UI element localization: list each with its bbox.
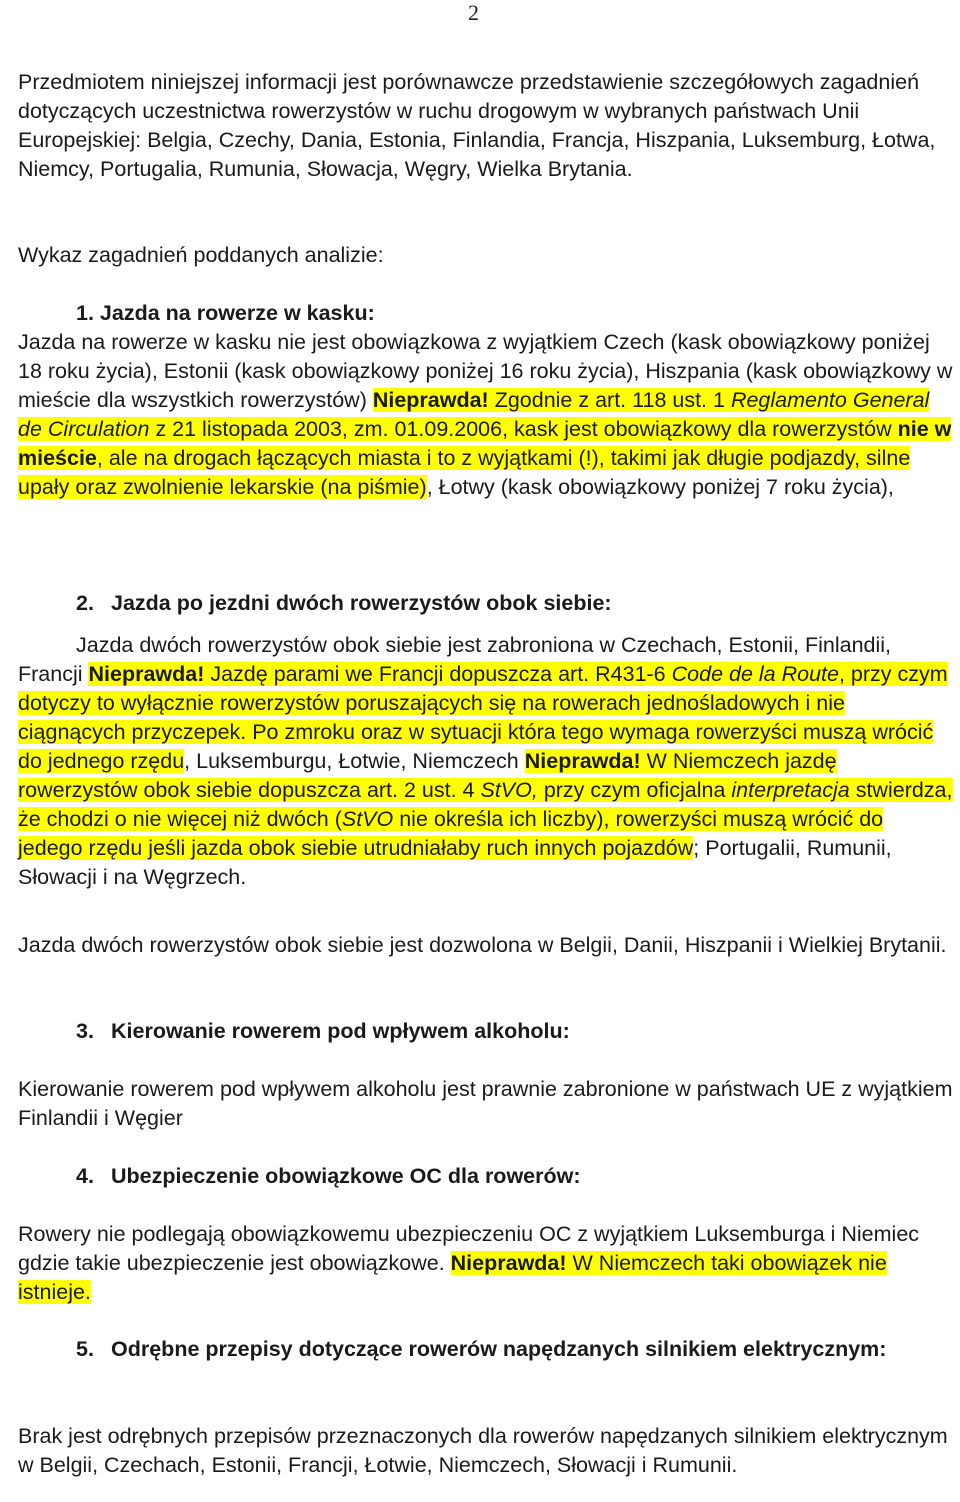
section-1-number: 1.: [76, 301, 94, 325]
correction-mark: Nieprawda!: [450, 1251, 567, 1275]
section-2-title: Jazda po jezdni dwóch rowerzystów obok siebie:: [111, 591, 612, 615]
correction-text: z 21 listopada 2003, zm. 01.09.2006, kask jest obowiązkowy dla rowerzystów: [149, 417, 898, 441]
section-3-heading: [76, 1017, 936, 1046]
correction-emphasis: nie w mieście: [18, 417, 952, 470]
correction-text: przy czym oficjalna: [537, 778, 732, 802]
section-2-number: 2.: [76, 591, 94, 615]
correction-mark: Nieprawda!: [88, 662, 205, 686]
section-1-heading: [18, 299, 953, 328]
correction-mark: Nieprawda!: [524, 749, 641, 773]
correction-text: , ale na drogach łączących miasta i to z wyjątkami (!), takimi jak długie podjazdy, silne upały oraz zwolnienie lekarskie (na piśmie): [18, 446, 911, 499]
correction-text: W Niemczech jazdę rowerzystów obok siebie dopuszcza art. 2 ust. 4: [18, 749, 837, 802]
section-5-body: Brak jest odrębnych przepisów przeznaczonych dla rowerów napędzanych silnikiem elektrycznym w Belgii, Czechach, Estonii, Francji, Łotwie, Niemczech, Słowacji i Rumunii.: [18, 1424, 948, 1477]
section-1-text-b: , Łotwy (kask obowiązkowy poniżej 7 roku życia),: [426, 475, 894, 499]
section-1-body: [18, 328, 953, 502]
section-5-number: 5.: [76, 1337, 94, 1361]
section-2-text: Jazda dwóch rowerzystów obok siebie jest zabroniona w Czechach, Estonii, Finlandii, Francji: [18, 633, 892, 686]
section-1-title: Jazda na rowerze w kasku:: [99, 301, 375, 325]
section-4-body: [18, 1220, 953, 1307]
correction-law-name: Code de la Route: [671, 662, 839, 686]
correction-text: nie określa ich liczby), rowerzyści muszą wrócić do jedego rzędu jeśli jazda obok siebie utrudniałaby ruch innych pojazdów: [18, 807, 884, 860]
section-2-paragraph-2: Jazda dwóch rowerzystów obok siebie jest dozwolona w Belgii, Danii, Hiszpanii i Wielkiej Brytanii.: [18, 933, 947, 957]
correction-text: Zgodnie z art. 118 ust. 1: [488, 388, 731, 412]
correction-text: stwierdza, że chodzi o nie więcej niż dwóch (: [18, 778, 953, 831]
section-2-body: [18, 631, 953, 892]
correction-law-name: Reglamento General de Circulation: [18, 388, 930, 441]
page-number: 2: [468, 0, 479, 25]
section-3-body: Kierowanie rowerem pod wpływem alkoholu jest prawnie zabronione w państwach UE z wyjątkiem Finlandii i Węgier: [18, 1077, 953, 1130]
correction-text: Jazdę parami we Francji dopuszcza art. R431-6: [204, 662, 672, 686]
section-1-text-a: Jazda na rowerze w kasku nie jest obowiązkowa z wyjątkiem Czech (kask obowiązkowy poniżej 18 roku życia), Estonii (kask obowiązkowy poniżej 16 roku życia), Hiszpania (kask obowiązkowy w mieście dla wszystkich rowerzystów): [18, 330, 953, 412]
section-2-text: ; Portugalii, Rumunii, Słowacji i na Węgrzech.: [18, 836, 892, 889]
section-1: [18, 299, 953, 502]
section-4-text: Rowery nie podlegają obowiązkowemu ubezpieczeniu OC z wyjątkiem Luksemburga i Niemiec gdzie takie ubezpieczenie jest obowiązkowe.: [18, 1222, 920, 1275]
correction-law-name: StVO,: [480, 778, 538, 802]
correction-law-name: StVO: [341, 807, 394, 831]
section-2-text: , Luksemburgu, Łotwie, Niemczech: [184, 749, 525, 773]
section-4-heading: [76, 1162, 936, 1191]
correction-emphasis: interpretacja: [731, 778, 850, 802]
intro-paragraph: Przedmiotem niniejszej informacji jest porównawcze przedstawienie szczegółowych zagadnień dotyczących uczestnictwa rowerzystów w ruchu drogowym w wybranych państwach Unii Europejskiej: Belgia, Czechy, Dania, Estonia, Finlandia, Francja, Hiszpania, Luksemburg, Łotwa, Niemcy, Portugalia, Rumunia, Słowacja, Węgry, Wielka Brytania.: [18, 70, 936, 181]
section-3-title: Kierowanie rowerem pod wpływem alkoholu:: [111, 1019, 570, 1043]
correction-text: , przy czym dotyczy to wyłącznie rowerzystów poruszających się na rowerach jednośladowych i nie ciągnących przyczepek. Po zmroku oraz w sytuacji która tego wymaga rowerzyści muszą wrócić do jednego rzędu: [18, 662, 948, 773]
section-5-title: Odrębne przepisy dotyczące rowerów napędzanych silnikiem elektrycznym:: [111, 1337, 887, 1361]
section-5-heading: [76, 1335, 936, 1364]
section-4-number: 4.: [76, 1164, 94, 1188]
correction-mark: Nieprawda!: [372, 388, 489, 412]
section-3-number: 3.: [76, 1019, 94, 1043]
section-2-heading: [76, 589, 936, 618]
section-4-title: Ubezpieczenie obowiązkowe OC dla rowerów:: [111, 1164, 581, 1188]
list-intro: Wykaz zagadnień poddanych analizie:: [18, 243, 384, 267]
correction-text: W Niemczech taki obowiązek nie istnieje.: [18, 1251, 887, 1304]
